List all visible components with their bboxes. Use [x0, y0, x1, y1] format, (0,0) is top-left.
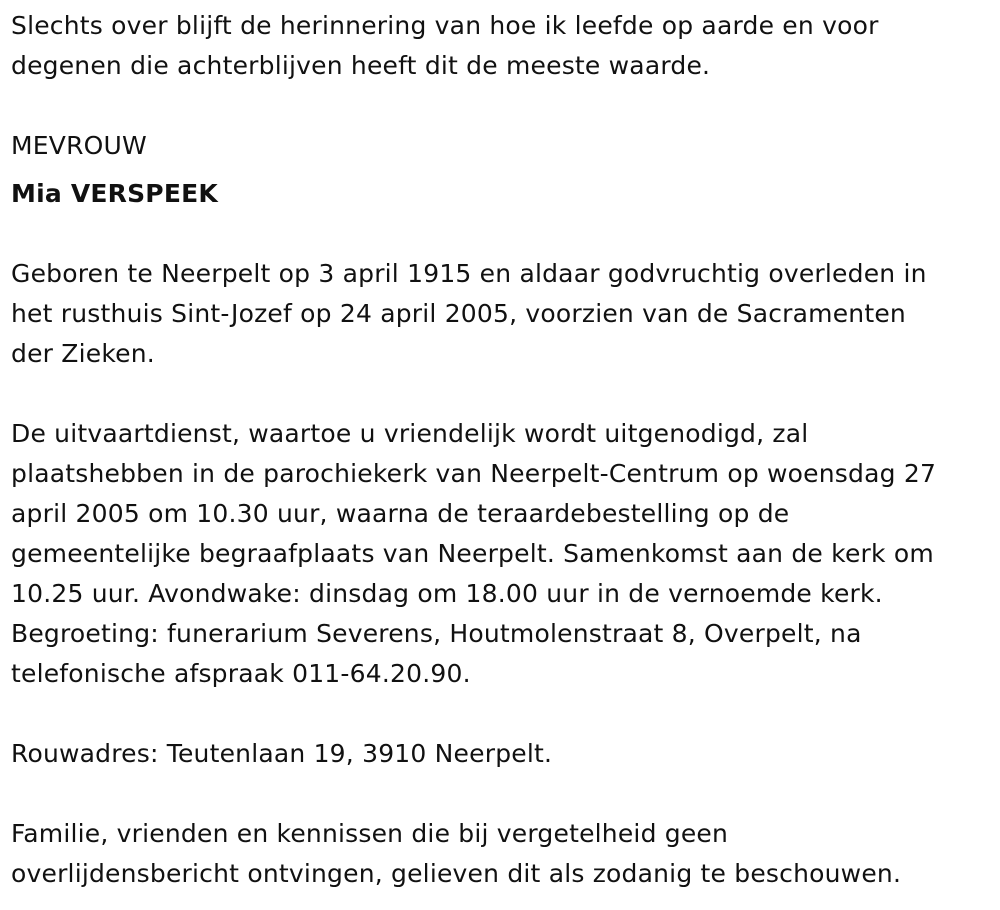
closing-line: Familie, vrienden en kennissen die bij vergetelheid geen — [11, 819, 729, 848]
intro-line: degenen die achterblijven heeft dit de meeste waarde. — [11, 51, 711, 80]
honorific-title: MEVROUW — [11, 131, 147, 160]
intro-line: Slechts over blijft de herinnering van hoe ik leefde op aarde en voor — [11, 11, 879, 40]
birth-death-line: het rusthuis Sint-Jozef op 24 april 2005, voorzien van de Sacramenten — [11, 299, 906, 328]
service-line: Begroeting: funerarium Severens, Houtmolenstraat 8, Overpelt, na — [11, 619, 862, 648]
service-line: telefonische afspraak 011-64.20.90. — [11, 659, 471, 688]
service-line: De uitvaartdienst, waartoe u vriendelijk wordt uitgenodigd, zal — [11, 419, 809, 448]
birth-death-line: Geboren te Neerpelt op 3 april 1915 en aldaar godvruchtig overleden in — [11, 259, 927, 288]
service-line: gemeentelijke begraafplaats van Neerpelt. Samenkomst aan de kerk om — [11, 539, 934, 568]
service-line: plaatshebben in de parochiekerk van Neerpelt-Centrum op woensdag 27 — [11, 459, 937, 488]
mourning-address: Rouwadres: Teutenlaan 19, 3910 Neerpelt. — [11, 739, 553, 768]
closing-line: overlijdensbericht ontvingen, gelieven dit als zodanig te beschouwen. — [11, 859, 902, 888]
service-line: 10.25 uur. Avondwake: dinsdag om 18.00 uur in de vernoemde kerk. — [11, 579, 883, 608]
service-line: april 2005 om 10.30 uur, waarna de teraardebestelling op de — [11, 499, 790, 528]
deceased-name: Mia VERSPEEK — [11, 179, 218, 208]
birth-death-line: der Zieken. — [11, 339, 155, 368]
